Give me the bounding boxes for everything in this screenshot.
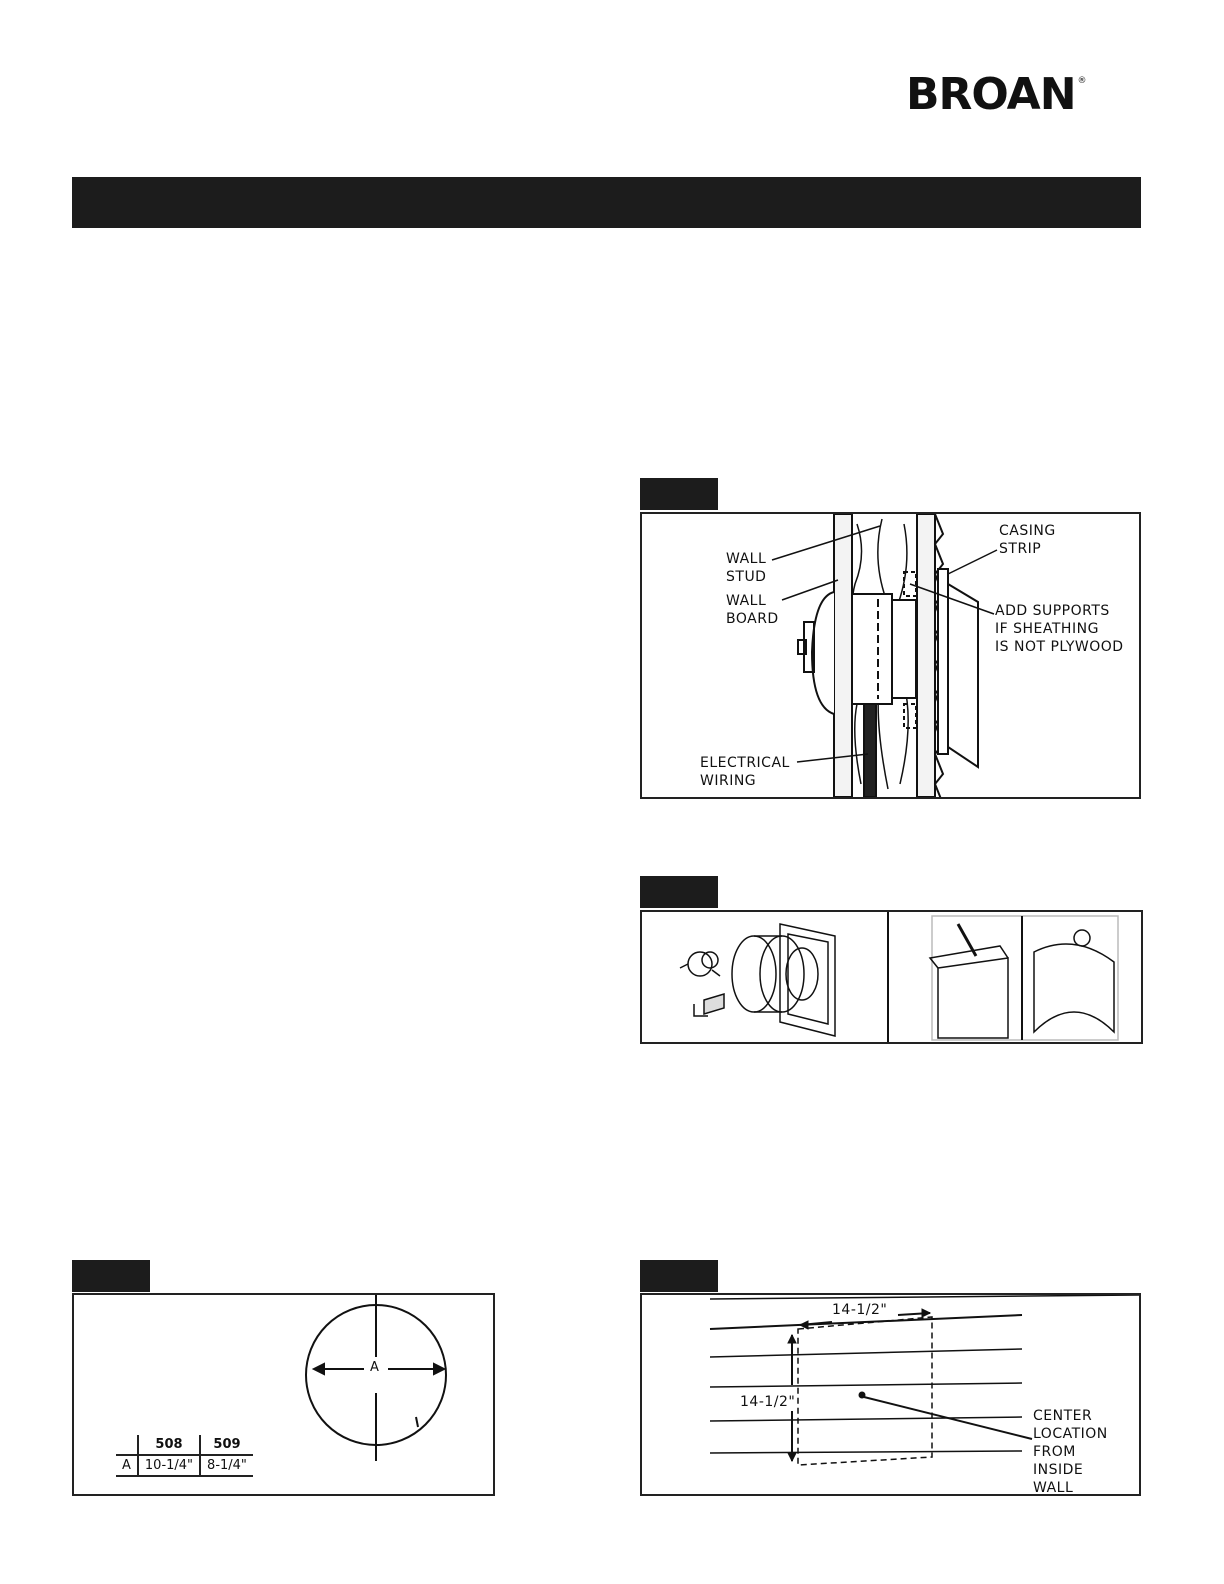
- label-center-location: CENTER LOCATION FROM INSIDE WALL: [1033, 1408, 1108, 1496]
- table-header-cell: 509: [200, 1435, 253, 1455]
- table-cell: A: [116, 1455, 138, 1476]
- label-wall-stud: WALL STUD: [726, 551, 767, 585]
- components-illustration: [642, 912, 1141, 1042]
- cutout-dimension-table: [116, 1435, 253, 1477]
- table-cell: 8-1/4": [200, 1455, 253, 1476]
- figure-tab-wall-section: [640, 478, 718, 510]
- label-height-dimension: 14-1/2": [740, 1394, 796, 1410]
- registered-mark: ®: [1077, 76, 1086, 86]
- table-cell: 10-1/4": [138, 1455, 200, 1476]
- figure-tab-cutout: [72, 1260, 150, 1292]
- table-header-cell: 508: [138, 1435, 200, 1455]
- label-dimension-a: A: [370, 1360, 380, 1375]
- figure-cutout: [72, 1293, 495, 1496]
- table-header-row: [116, 1435, 253, 1455]
- table-header-cell: [116, 1435, 138, 1455]
- label-wall-board: WALL BOARD: [726, 593, 779, 627]
- label-width-dimension: 14-1/2": [832, 1302, 888, 1318]
- label-casing-strip: CASING STRIP: [999, 523, 1056, 557]
- figure-components: [640, 910, 1143, 1044]
- figure-center-location: [640, 1293, 1141, 1496]
- broan-logo: [906, 70, 1146, 120]
- figure-wall-section: [640, 512, 1141, 799]
- label-add-supports: ADD SUPPORTS IF SHEATHING IS NOT PLYWOOD: [995, 603, 1124, 655]
- figure-tab-components: [640, 876, 718, 908]
- logo-text: BROAN: [906, 69, 1076, 120]
- label-electrical-wiring: ELECTRICAL WIRING: [700, 755, 790, 789]
- table-row: [116, 1455, 253, 1476]
- figure-tab-center-location: [640, 1260, 718, 1292]
- title-bar: [72, 177, 1141, 228]
